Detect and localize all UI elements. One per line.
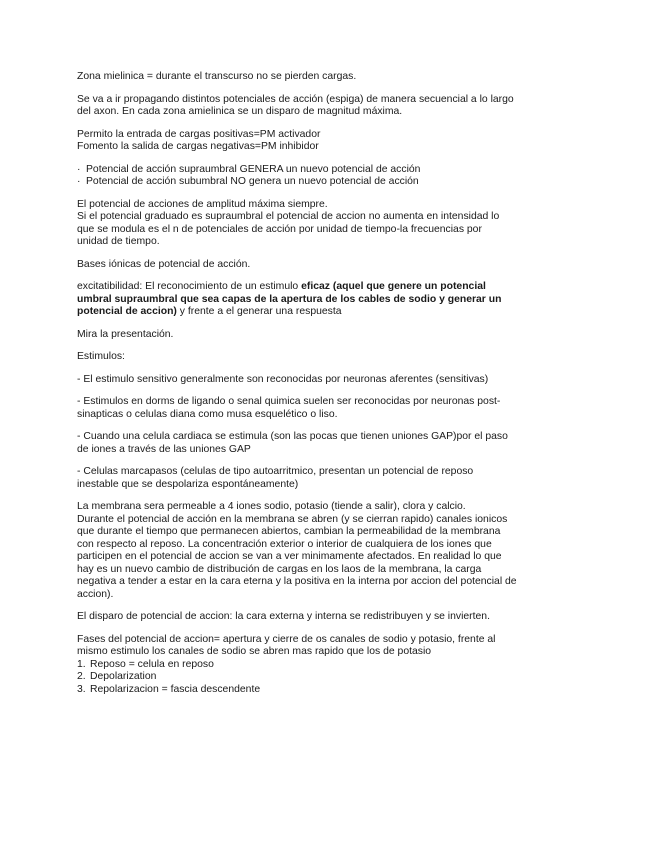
- item-text: Repolarizacion = fascia descendente: [90, 683, 261, 695]
- paragraph-estimulo-ligando: [77, 396, 582, 421]
- text-line: Se va a ir propagando distintos potenciales de acción (espiga) de manera secuencial a lo largo: [77, 93, 514, 105]
- item-text: Depolarization: [90, 671, 157, 682]
- text-line: sinapticas o celulas diana como musa esquelético o liso.: [77, 408, 338, 420]
- paragraph-fases: [77, 634, 582, 697]
- bold-text: potencial de accion): [77, 306, 177, 317]
- item-number: 3.: [77, 683, 86, 695]
- paragraph-membrana-permeable: [77, 501, 582, 601]
- text-line: hay es un nuevo cambio de distribución de cargas en los laos de la membrana, la carga: [77, 563, 482, 575]
- text-line: El disparo de potencial de accion: la cara externa y interna se redistribuyen y se invierten.: [77, 611, 490, 622]
- text-line: mismo estimulo los canales de sodio se abren mas rapido que los de potasio: [77, 646, 432, 657]
- text-line: Si el potencial graduado es supraumbral el potencial de accion no aumenta en intensidad lo: [77, 211, 500, 222]
- text-line: Fases del potencial de accion= apertura y cierre de os canales de sodio y potasio, frente al: [77, 633, 496, 645]
- normal-text: excitatibilidad: El reconocimiento de un estimulo: [77, 281, 302, 292]
- normal-text: y frente a el generar una respuesta: [176, 306, 342, 317]
- paragraph-estimulo-sensitivo: [77, 374, 582, 387]
- text-line: - Estimulos en dorms de ligando o senal quimica suelen ser reconocidas por neuronas post-: [77, 396, 501, 407]
- text-line: participen en el potencial de accion se van a ver minimamente afectados. En realidad lo que: [77, 551, 502, 562]
- text-line: inestable que se despolariza espontáneamente): [77, 478, 299, 490]
- document-body: [77, 71, 582, 696]
- text-line: La membrana sera permeable a 4 iones sodio, potasio (tiende a salir), clora y calcio.: [77, 501, 466, 512]
- text-line: - Celulas marcapasos (celulas de tipo autoarritmico, presentan un potencial de reposo: [77, 466, 474, 477]
- text-line: Fomento la salida de cargas negativas=PM inhibidor: [77, 141, 319, 152]
- text-line: negativa a tender a estar en la cara eterna y la positiva en la interna por accion del potencial de: [77, 576, 517, 587]
- paragraph-propagacion: [77, 94, 582, 119]
- item-number: 2.: [77, 671, 86, 682]
- text-line: con respecto al reposo. La concentración exterior o interior de cualquiera de los iones que: [77, 538, 492, 550]
- bold-text: eficaz (aquel que genere un potencial: [301, 281, 486, 292]
- text-line: Estimulos:: [77, 351, 125, 362]
- text-line: que durante el tiempo que permanecen abiertos, cambian la permeabilidad de la membrana: [77, 526, 501, 537]
- text-line: Permito la entrada de cargas positivas=PM activador: [77, 128, 321, 140]
- paragraph-bases-ionicas: [77, 259, 582, 272]
- text-line: unidad de tiempo.: [77, 236, 160, 247]
- text-line: - Cuando una celula cardiaca se estimula (son las pocas que tienen uniones GAP)por el paso: [77, 431, 508, 442]
- list-item: [77, 164, 582, 177]
- paragraph-zona-mielinica: [77, 71, 582, 84]
- text-line: El potencial de acciones de amplitud máxima siempre.: [77, 198, 328, 210]
- bullet-icon: ·: [77, 163, 81, 175]
- text-line: Zona mielinica = durante el transcurso no se pierden cargas.: [77, 71, 357, 82]
- bullet-icon: ·: [77, 176, 81, 187]
- paragraph-amplitud-maxima: [77, 199, 582, 249]
- paragraph-marcapasos: [77, 466, 582, 491]
- numbered-item: [77, 671, 582, 684]
- numbered-item: [77, 684, 582, 697]
- text-line: de iones a través de las uniones GAP: [77, 443, 251, 455]
- paragraph-estimulos-heading: [77, 351, 582, 364]
- text-line: Bases iónicas de potencial de acción.: [77, 258, 251, 270]
- item-text: Reposo = celula en reposo: [90, 658, 214, 670]
- list-item-text: Potencial de acción subumbral NO genera un nuevo potencial de acción: [86, 176, 419, 187]
- text-line: Mira la presentación.: [77, 328, 174, 340]
- paragraph-pm-activador-inhibidor: [77, 129, 582, 154]
- bold-text: umbral supraumbral que sea capas de la apertura de los cables de sodio y generar un: [77, 293, 502, 305]
- text-line: accion).: [77, 588, 114, 600]
- text-line: del axon. En cada zona amielinica se un disparo de magnitud máxima.: [77, 106, 403, 117]
- numbered-item: [77, 659, 582, 672]
- list-item-text: Potencial de acción supraumbral GENERA un nuevo potencial de acción: [86, 163, 421, 175]
- bullet-list: [77, 164, 582, 189]
- text-line: - El estimulo sensitivo generalmente son reconocidas por neuronas aferentes (sensitivas): [77, 373, 489, 385]
- text-line: [77, 294, 582, 307]
- text-line: Durante el potencial de acción en la membrana se abren (y se cierran rapido) canales ionicos: [77, 513, 508, 525]
- text-line: [77, 306, 582, 319]
- text-line: [77, 281, 582, 294]
- item-number: 1.: [77, 658, 86, 670]
- paragraph-presentacion: [77, 329, 582, 342]
- paragraph-excitabilidad: [77, 281, 582, 319]
- text-line: que se modula es el n de potenciales de acción por unidad de tiempo-la frecuencias por: [77, 223, 482, 235]
- paragraph-celula-cardiaca: [77, 431, 582, 456]
- list-item: [77, 176, 582, 189]
- paragraph-disparo: [77, 611, 582, 624]
